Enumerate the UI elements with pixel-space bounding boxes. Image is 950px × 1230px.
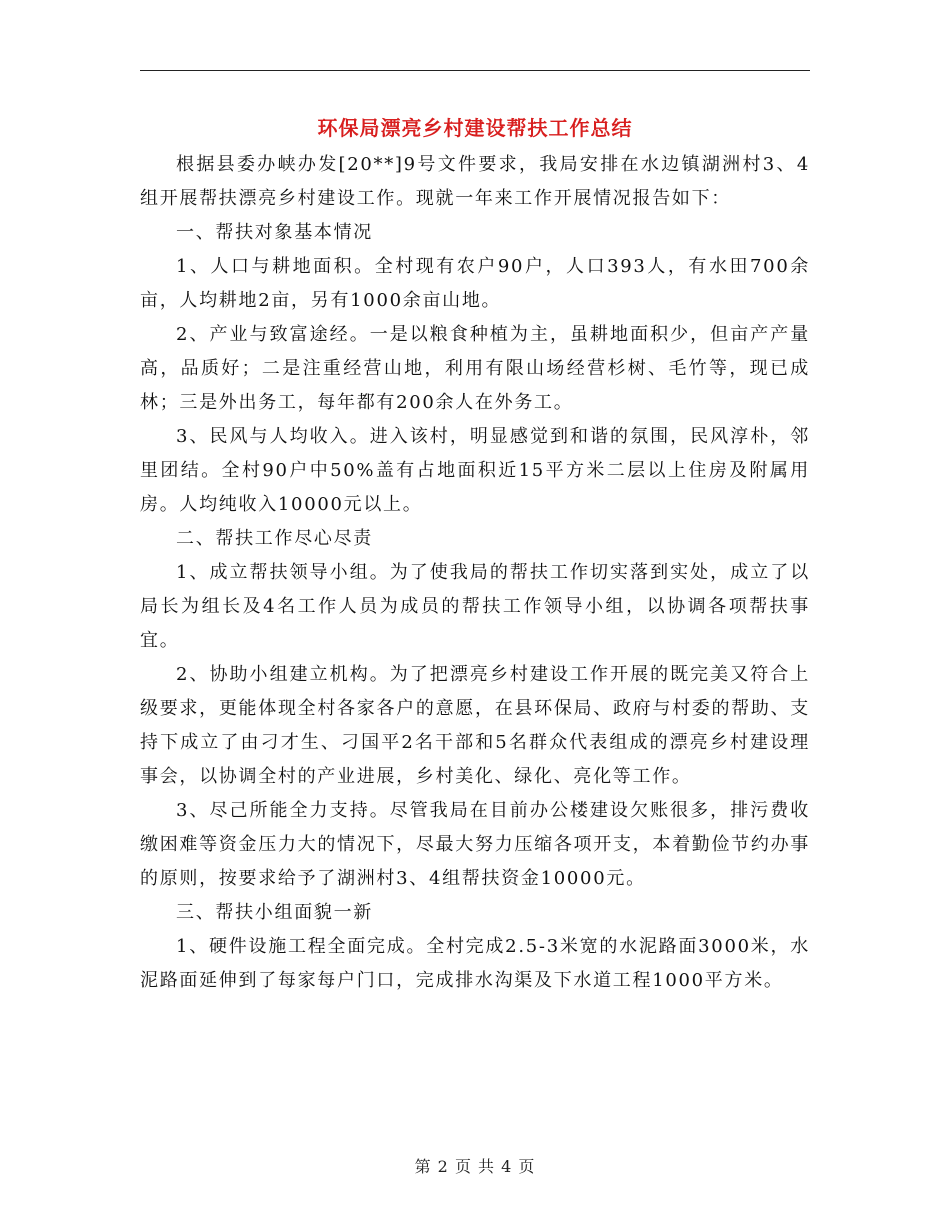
- document-title: 环保局漂亮乡村建设帮扶工作总结: [317, 116, 633, 140]
- section-heading-2: 二、帮扶工作尽心尽责: [176, 528, 373, 549]
- section-heading-3: 三、帮扶小组面貌一新: [176, 902, 373, 923]
- paragraph-population: 1、人口与耕地面积。全村现有农户90户，人口393人，有水田700余亩，人均耕地2亩，另有1000余亩山地。: [140, 256, 810, 311]
- intro-paragraph: 根据县委办峡办发[20**]9号文件要求，我局安排在水边镇湖洲村3、4组开展帮扶漂亮乡村建设工作。现就一年来工作开展情况报告如下：: [140, 154, 810, 209]
- section-heading-1: 一、帮扶对象基本情况: [176, 222, 373, 243]
- paragraph-funding: 3、尽己所能全力支持。尽管我局在目前办公楼建设欠账很多，排污费收缴困难等资金压力大的情况下，尽最大努力压缩各项开支，本着勤俭节约办事的原则，按要求给予了湖洲村3、4组帮扶资金10000元。: [140, 800, 810, 889]
- page-number: 第 2 页 共 4 页: [414, 1157, 536, 1176]
- paragraph-industry: 2、产业与致富途经。一是以粮食种植为主，虽耕地面积少，但亩产产量高，品质好；二是注重经营山地，利用有限山场经营杉树、毛竹等，现已成林；三是外出务工，每年都有200余人在外务工。: [140, 324, 810, 413]
- paragraph-income: 3、民风与人均收入。进入该村，明显感觉到和谐的氛围，民风淳朴，邻里团结。全村90户中50%盖有占地面积近15平方米二层以上住房及附属用房。人均纯收入10000元以上。: [140, 426, 810, 515]
- paragraph-council: 2、协助小组建立机构。为了把漂亮乡村建设工作开展的既完美又符合上级要求，更能体现全村各家各户的意愿，在县环保局、政府与村委的帮助、支持下成立了由刁才生、刁国平2名干部和5名群众代表组成的漂亮乡村建设理事会，以协调全村的产业进展，乡村美化、绿化、亮化等工作。: [140, 664, 810, 787]
- paragraph-leadership-group: 1、成立帮扶领导小组。为了使我局的帮扶工作切实落到实处，成立了以局长为组长及4名工作人员为成员的帮扶工作领导小组，以协调各项帮扶事宜。: [140, 562, 810, 651]
- document-body: [140, 148, 810, 998]
- paragraph-infrastructure: 1、硬件设施工程全面完成。全村完成2.5-3米宽的水泥路面3000米，水泥路面延伸到了每家每户门口，完成排水沟渠及下水道工程1000平方米。: [140, 936, 810, 991]
- header-rule: [140, 70, 810, 71]
